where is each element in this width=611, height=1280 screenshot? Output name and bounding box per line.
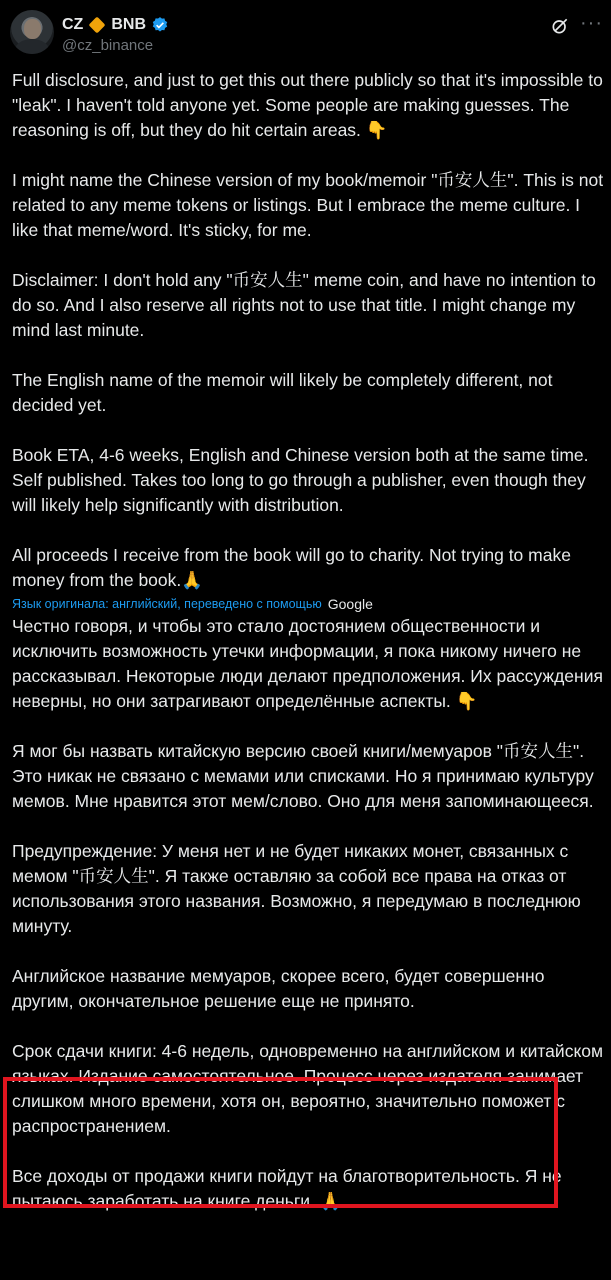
- verified-badge-icon: [151, 16, 169, 34]
- original-paragraph-3: Disclaimer: I don't hold any "币安人生" meme coin, and have no intention to do so. And I also reserve all rights not to use that title. I might change my mind last minute.: [12, 270, 596, 340]
- translated-paragraph-6: Все доходы от продажи книги пойдут на благотворительность. Я не пытаюсь заработать на книге деньги. 🙏: [12, 1166, 562, 1211]
- original-paragraph-4: The English name of the memoir will likely be completely different, not decided yet.: [12, 370, 553, 415]
- original-paragraph-2: I might name the Chinese version of my book/memoir "币安人生". This is not related to any meme tokens or listings. But I embrace the meme culture. I like that meme/word. It's sticky, for me.: [12, 170, 604, 240]
- avatar[interactable]: [10, 10, 54, 54]
- translation-note-text[interactable]: Язык оригинала: английский, переведено с помощью: [12, 597, 322, 611]
- google-logo: Google: [327, 596, 373, 612]
- author-badge-text[interactable]: BNB: [111, 16, 146, 33]
- original-paragraph-1: Full disclosure, and just to get this out there publicly so that it's impossible to "leak". I haven't told anyone yet. Some people are making guesses. The reasoning is off, but they do hit certain areas. 👇: [12, 70, 603, 140]
- author-name[interactable]: CZ: [62, 16, 84, 33]
- translated-paragraph-2: Я мог бы назвать китайскую версию своей книги/мемуаров "币安人生". Это никак не связано с мемами или списками. Но я принимаю культуру мемов. Мне нравится этот мем/слово. Оно для меня запоминающееся.: [12, 741, 594, 811]
- translated-paragraph-1: Честно говоря, и чтобы это стало достоянием общественности и исключить возможность утечки информации, я пока никому ничего не рассказывал. Некоторые люди делают предположения. Их рассуждения неверны, но они затрагивают определённые аспекты. 👇: [12, 616, 603, 711]
- translated-paragraph-5: Срок сдачи книги: 4-6 недель, одновременно на английском и китайском языках. Издание самостоятельное. Процесс через издателя занимает слишком много времени, хотя он, вероятно, значительно поможет с распространением.: [12, 1041, 604, 1136]
- author-handle[interactable]: @cz_binance: [62, 37, 154, 54]
- more-options-icon[interactable]: ···: [580, 12, 603, 34]
- tweet-header: [0, 0, 611, 64]
- original-paragraph-6: All proceeds I receive from the book will go to charity. Not trying to make money from the book.🙏: [12, 545, 571, 590]
- translation-note[interactable]: [12, 596, 604, 612]
- orange-diamond-icon: [89, 17, 106, 34]
- grok-icon[interactable]: [550, 16, 570, 36]
- translated-paragraph-3: Предупреждение: У меня нет и не будет никаких монет, связанных с мемом "币安人生". Я также оставляю за собой все права на отказ от использования этого названия. Возможно, я передумаю в последнюю минуту.: [12, 841, 581, 936]
- tweet-body: [12, 68, 604, 1214]
- original-paragraph-5: Book ETA, 4-6 weeks, English and Chinese version both at the same time. Self published. Takes too long to go through a publisher, even though they will likely help significantly with distribution.: [12, 445, 589, 515]
- translated-paragraph-4: Английское название мемуаров, скорее всего, будет совершенно другим, окончательное решение еще не принято.: [12, 966, 545, 1011]
- author-name-row[interactable]: [62, 14, 169, 36]
